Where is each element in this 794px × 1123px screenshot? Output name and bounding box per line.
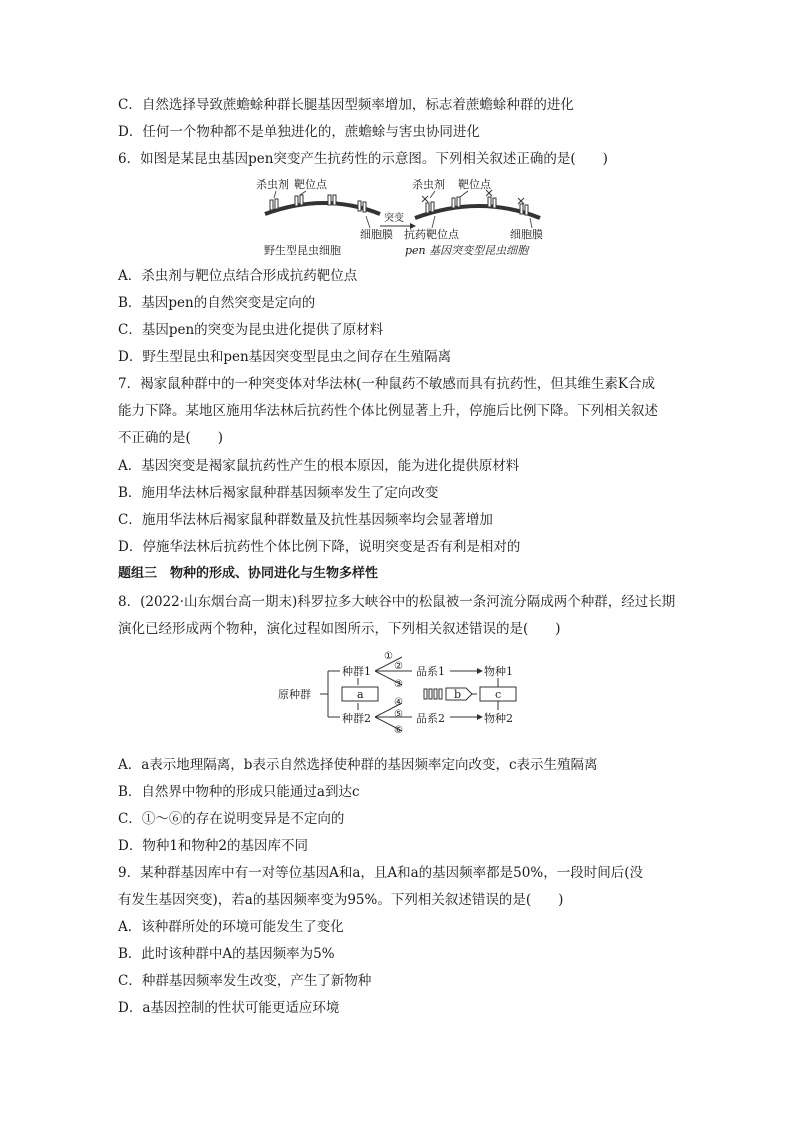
box-a-label: a <box>357 688 364 701</box>
figure-speciation <box>272 645 532 745</box>
option-7b: B．施用华法林后褐家鼠种群基因频率发生了定向改变 <box>118 485 439 501</box>
option-6b: B．基因pen的自然突变是定向的 <box>118 295 316 311</box>
species2-label: 物种2 <box>484 712 513 725</box>
label-1: ① <box>384 651 393 662</box>
question-6: 6．如图是某昆虫基因pen突变产生抗药性的示意图。下列相关叙述正确的是( ) <box>118 151 608 167</box>
population2-label: 种群2 <box>342 712 371 725</box>
option-6a: A．杀虫剂与靶位点结合形成抗药靶位点 <box>118 268 358 284</box>
wild-caption: 野生型昆虫细胞 <box>264 244 341 257</box>
resistant-target-label: 抗药靶位点 <box>404 228 459 241</box>
option-6c: C．基因pen的突变为昆虫进化提供了原材料 <box>118 322 384 338</box>
species1-label: 物种1 <box>484 665 513 678</box>
strain2-label: 品系2 <box>416 712 445 725</box>
label-3: ③ <box>394 679 403 690</box>
option-7a: A．基因突变是褐家鼠抗药性产生的根本原因，能为进化提供原材料 <box>118 458 520 474</box>
option-6d: D．野生型昆虫和pen基因突变型昆虫之间存在生殖隔离 <box>118 349 452 365</box>
strain1-label: 品系1 <box>416 665 445 678</box>
option-9c: C．种群基因频率发生改变，产生了新物种 <box>118 973 372 989</box>
mutant-target-label: 靶位点 <box>458 178 491 191</box>
option-7c: C．施用华法林后褐家鼠种群数量及抗性基因频率均会显著增加 <box>118 512 493 528</box>
question-7-line2: 能力下降。某地区施用华法林后抗药性个体比例显著上升，停施后比例下降。下列相关叙述 <box>118 403 658 419</box>
option-9b: B．此时该种群中A的基因频率为5% <box>118 946 335 962</box>
option-8b: B．自然界中物种的形成只能通过a到达c <box>118 784 360 800</box>
mutant-caption: pen 基因突变型昆虫细胞 <box>405 244 529 257</box>
label-2: ② <box>394 661 403 672</box>
question-8-line2: 演化已经形成两个物种，演化过程如图所示，下列相关叙述错误的是( ) <box>118 621 561 637</box>
mutant-insecticide-label: 杀虫剂 <box>412 178 445 191</box>
option-5c: C．自然选择导致蔗蟾蜍种群长腿基因型频率增加，标志着蔗蟾蜍种群的进化 <box>118 97 574 113</box>
option-8c: C．①～⑥的存在说明变异是不定向的 <box>118 811 345 827</box>
mutation-arrow-label: 突变 <box>384 213 404 224</box>
option-7d: D．停施华法林后抗药性个体比例下降，说明突变是否有利是相对的 <box>118 539 521 555</box>
question-7-line1: 7．褐家鼠种群中的一种突变体对华法林(一种鼠药不敏感而具有抗药性，但其维生素K合成 <box>118 376 655 392</box>
question-9-line1: 9．某种群基因库中有一对等位基因A和a，且A和a的基因频率都是50%，一段时间后(没 <box>118 865 643 881</box>
question-8-line1: 8．(2022·山东烟台高一期末)科罗拉多大峡谷中的松鼠被一条河流分隔成两个种群，经过长期 <box>118 594 676 610</box>
option-9d: D．a基因控制的性状可能更适应环境 <box>118 1000 340 1016</box>
section-heading: 题组三 物种的形成、协同进化与生物多样性 <box>118 566 379 581</box>
wild-target-site <box>270 200 273 210</box>
population1-label: 种群1 <box>342 665 371 678</box>
option-9a: A．该种群所处的环境可能发生了变化 <box>118 919 344 935</box>
original-population-label: 原种群 <box>278 688 311 701</box>
box-b-label: b <box>454 688 462 701</box>
question-7-line3: 不正确的是( ) <box>118 430 224 446</box>
mutant-membrane-label: 细胞膜 <box>510 228 543 241</box>
wild-membrane-label: 细胞膜 <box>360 228 393 241</box>
option-5d: D．任何一个物种都不是单独进化的，蔗蟾蜍与害虫协同进化 <box>118 124 480 140</box>
label-4: ④ <box>394 697 403 708</box>
box-c-label: c <box>495 688 502 701</box>
option-8a: A．a表示地理隔离，b表示自然选择使种群的基因频率定向改变，c表示生殖隔离 <box>118 757 598 773</box>
question-9-line2: 有发生基因突变)，若a的基因频率变为95%。下列相关叙述错误的是( ) <box>118 892 564 908</box>
gradual-change-bars <box>424 689 442 699</box>
option-8d: D．物种1和物种2的基因库不同 <box>118 838 309 854</box>
wild-target-label: 靶位点 <box>294 178 327 191</box>
figure-pen-mutation <box>240 176 560 260</box>
label-5: ⑤ <box>394 709 403 720</box>
label-6: ⑥ <box>394 725 403 736</box>
wild-insecticide-label: 杀虫剂 <box>256 178 289 191</box>
